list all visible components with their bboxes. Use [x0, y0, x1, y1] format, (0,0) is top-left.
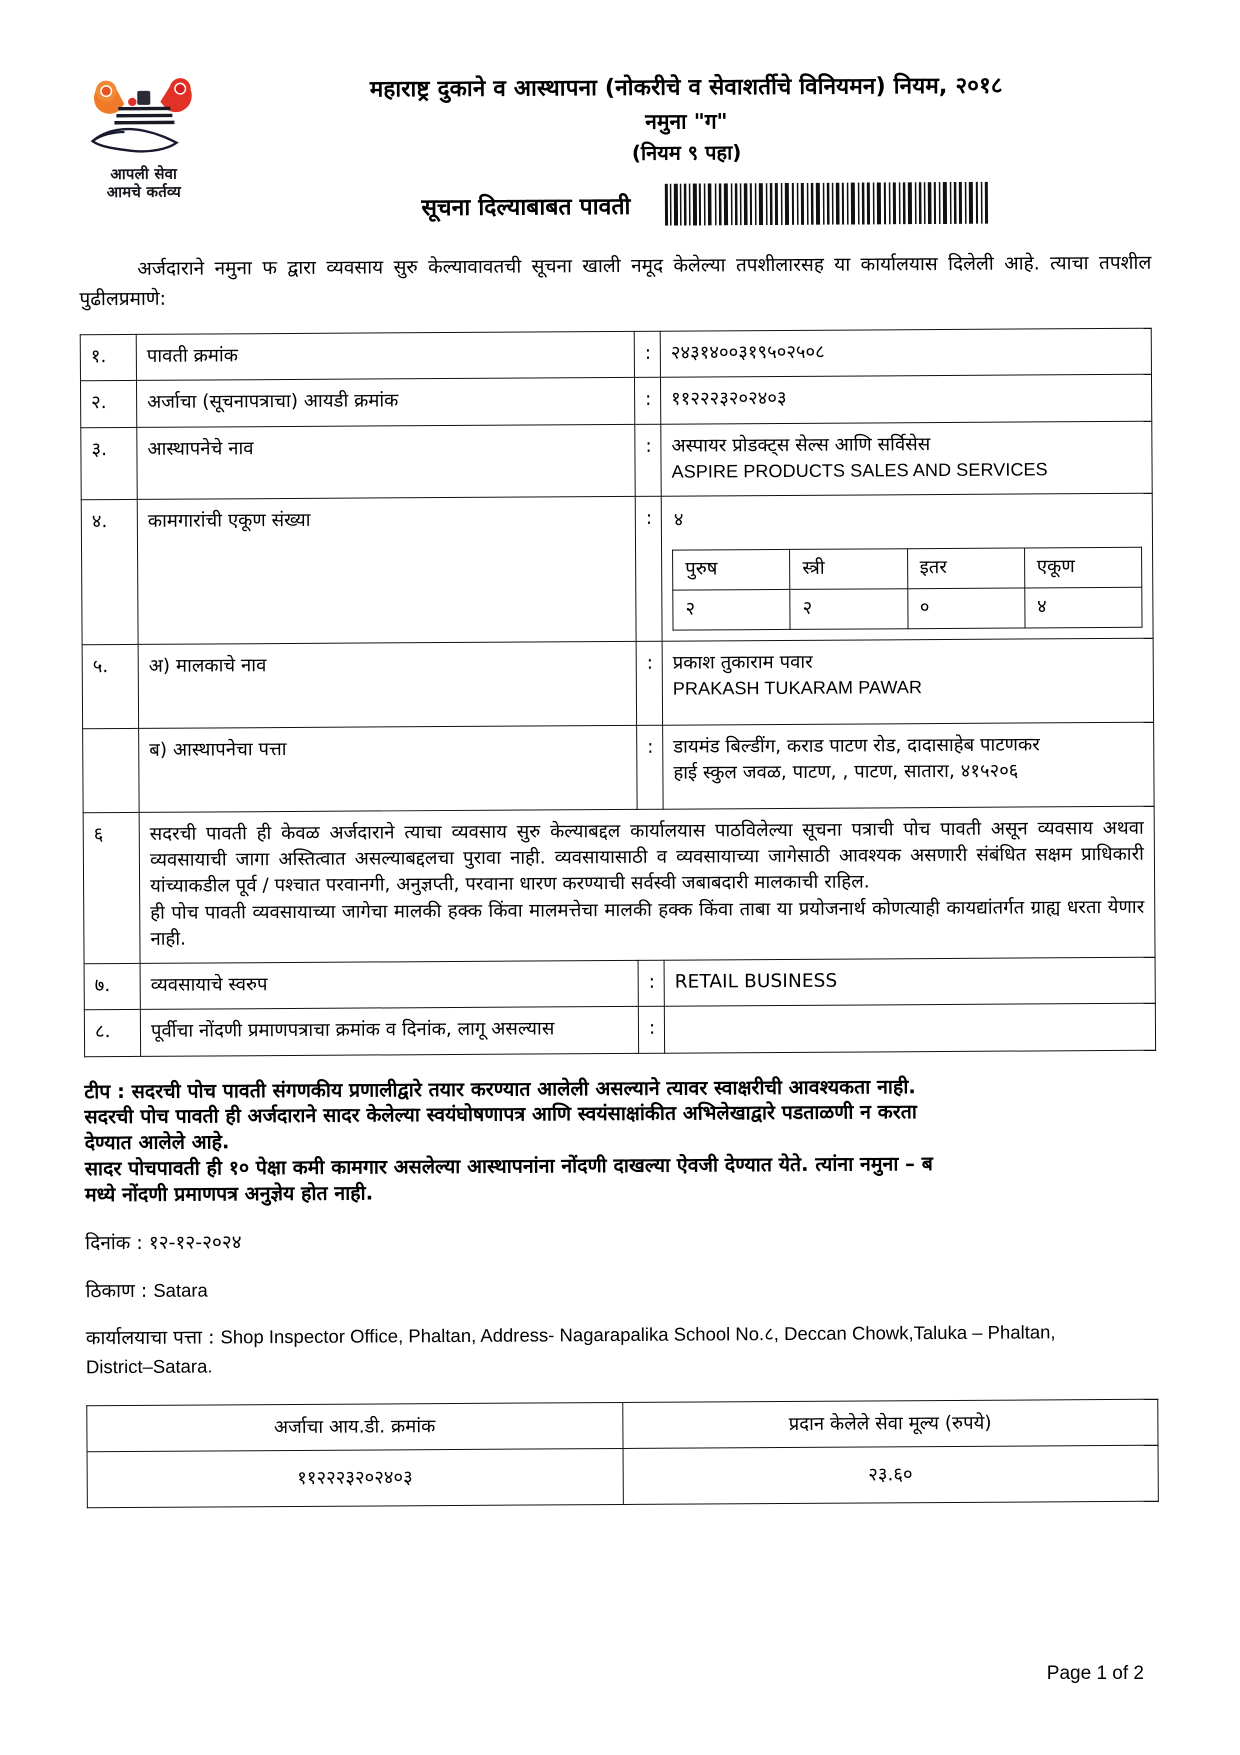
table-row [81, 375, 1152, 428]
address-line-1: डायमंड बिल्डींग, कराड पाटण रोड, दादासाहेब पाटणकर [673, 734, 1040, 758]
notes-block [84, 1072, 1157, 1207]
emblem-motto-line2: आमचे कर्तव्य [106, 182, 182, 202]
address-line-2: हाई स्कुल जवळ, पाटण, , पाटण, सातारा, ४१५२०६ [673, 760, 1019, 784]
disclaimer-cell [139, 806, 1155, 964]
emblem-block [78, 60, 209, 201]
owner-name-marathi: प्रकाश तुकाराम पवार [672, 651, 813, 674]
row-label: अर्जाचा (सूचनापत्राचा) आयडी क्रमांक [136, 378, 634, 427]
row-label: पूर्वीचा नोंदणी प्रमाणपत्राचा क्रमांक व दिनांक, लागू असल्यास [140, 1007, 638, 1056]
workers-header-total: एकूण [1024, 547, 1141, 588]
table-row [81, 421, 1152, 499]
workers-header-row [673, 547, 1142, 590]
title-block [222, 55, 1151, 229]
place-separator: : [140, 1279, 154, 1302]
fee-header-service-charge: प्रदान केलेले सेवा मूल्य (रुपये) [622, 1399, 1158, 1448]
rule-reference: (नियम ९ पहा) [631, 140, 742, 166]
row-serial: ८. [84, 1010, 140, 1057]
table-row [80, 328, 1151, 381]
date-label: दिनांक [85, 1232, 131, 1255]
row-label: पावती क्रमांक [136, 332, 634, 381]
office-address-value-line1: Shop Inspector Office, Phaltan, Address- Nagarapalika School No.८, Deccan Chowk,Taluka – Phaltan, [220, 1321, 1056, 1348]
establishment-name-marathi: अस्पायर प्रोडक्ट्स सेल्स आणि सर्विसेस [671, 433, 931, 457]
row-label: आस्थापनेचे नाव [137, 424, 635, 499]
application-id-value: ११२२२३२०२४०३ [660, 375, 1151, 424]
fee-header-row [87, 1399, 1158, 1452]
note-line-2: सदरची पोच पावती ही अर्जदाराने सादर केलेल्या स्वयंघोषणापत्र आणि स्वयंसाक्षांकीत अभिलेखाद्वारे पडताळणी न करता [84, 1100, 917, 1129]
workers-value-row [673, 587, 1142, 630]
previous-registration-value [664, 1004, 1155, 1053]
workers-header-other: इतर [907, 548, 1024, 589]
fee-table [86, 1398, 1159, 1508]
row-colon: : [636, 641, 663, 725]
owner-name-value [662, 638, 1154, 725]
table-row [84, 957, 1155, 1010]
note-line-4: सादर पोचपावती ही १० पेक्षा कमी कामगार असलेल्या आस्थापनांना नोंदणी दाखल्या ऐवजी देण्यात येते. त्यांना नमुना – ब [84, 1152, 933, 1181]
row-serial: २. [81, 381, 137, 428]
workers-value-female: २ [790, 589, 907, 630]
receipt-title-row [223, 181, 1151, 229]
note-line-5: मध्ये नोंदणी प्रमाणपत्र अनुज्ञेय होत नाही. [84, 1181, 374, 1206]
document-header [78, 49, 1151, 230]
workers-header-male: पुरुष [673, 549, 790, 590]
row-serial: ३. [81, 427, 137, 499]
emblem-motto-line1: आपली सेवा [110, 164, 178, 184]
date-separator: : [136, 1232, 149, 1255]
establishment-name-value [661, 421, 1152, 496]
act-title: महाराष्ट्र दुकाने व आस्थापना (नोकरीचे व सेवाशर्तीचे विनियमन) नियम, २०१८ [369, 72, 1003, 103]
barcode [662, 182, 992, 226]
row-colon: : [634, 378, 660, 424]
row-serial: ४. [81, 499, 138, 645]
receipt-number-value: २४३१४००३१९५०२५०८ [660, 328, 1151, 377]
business-nature-value: RETAIL BUSINESS [664, 957, 1155, 1006]
fee-value-row [87, 1445, 1158, 1508]
meta-block [85, 1223, 1158, 1381]
row-serial [83, 728, 140, 812]
workers-value-other: ० [907, 588, 1024, 629]
row-label: कामगारांची एकूण संख्या [137, 496, 636, 644]
office-address-line [86, 1318, 1158, 1381]
intro-paragraph: अर्जदाराने नमुना फ द्वारा व्यवसाय सुरु केल्यावावतची सूचना खाली नमूद केलेल्या तपशीलारसह या कार्यालयास दिलेली आहे. त्याचा तपशील पुढीलप्रमाणे: [79, 252, 1152, 311]
row-serial: १. [80, 335, 136, 382]
place-value: Satara [153, 1279, 208, 1301]
fee-value-service-charge: २३.६० [623, 1445, 1159, 1504]
row-label: ब) आस्थापनेचा पत्ता [139, 725, 638, 812]
table-row [83, 722, 1154, 813]
table-row [82, 638, 1153, 729]
office-address-value-line2: District–Satara. [85, 1355, 213, 1378]
emblem-motto [79, 164, 209, 201]
establishment-address-value [663, 722, 1155, 809]
establishment-name-english: ASPIRE PRODUCTS SALES AND SERVICES [671, 459, 1048, 482]
date-line [85, 1223, 1157, 1258]
place-line [85, 1271, 1157, 1306]
date-value: १२-१२-२०२४ [148, 1231, 242, 1255]
row-colon: : [637, 725, 664, 809]
table-row [81, 493, 1153, 645]
details-table [80, 328, 1156, 1057]
note-line-3: देण्यात आलेले आहे. [84, 1130, 230, 1155]
place-label: ठिकाण [85, 1279, 135, 1303]
row-colon: : [635, 496, 662, 642]
workers-total-value: ४ [673, 509, 684, 531]
row-colon: : [634, 331, 660, 377]
row-serial: ५. [82, 644, 139, 728]
fee-value-application-id: ११२२२३२०२४०३ [87, 1448, 623, 1507]
disclaimer-paragraph-2: ही पोच पावती व्यवसायाच्या जागेचा मालकी हक्क किंवा मालमत्तेचा मालकी हक्क किंवा ताबा या प्रयोजनार्थ कोणत्याही कायद्यांतर्गत ग्राह्य धरता येणार नाही. [150, 896, 1145, 950]
workers-value-total: ४ [1025, 587, 1142, 628]
scanned-sheet [78, 49, 1159, 1508]
row-colon: : [635, 424, 661, 496]
owner-name-english: PRAKASH TUKARAM PAWAR [672, 677, 923, 699]
disclaimer-paragraph-1: सदरची पावती ही केवळ अर्जदाराने त्याचा व्यवसाय सुरु केल्याबद्दल कार्यालयास पाठविलेल्या सूचना पत्राची पोच पावती असून व्यवसाय अथवा व्यवसायाची जागा अस्तित्वात असल्याबद्दलचा पुरावा नाही. व्यवसायासाठी व व्यवसायाच्या जागेसाठी आवश्यक असणारी संबंधित सक्षम प्राधिकारी यांच्याकडील पूर्व / पश्चात परवानगी, अनुज्ञप्ती, परवाना धारण करण्याची सर्वस्वी जबाबदारी मालकाची राहिल. [149, 817, 1144, 898]
page-indicator: Page 1 of 2 [1046, 1663, 1144, 1684]
form-label: नमुना "ग" [645, 109, 728, 134]
workers-count-cell [661, 493, 1153, 641]
row-colon: : [638, 960, 664, 1006]
government-service-emblem-icon [84, 71, 203, 164]
table-row [84, 1004, 1155, 1057]
workers-value-male: २ [673, 589, 790, 630]
workers-breakdown-table [672, 547, 1142, 631]
row-serial: ६ [83, 812, 140, 964]
row-label: व्यवसायाचे स्वरुप [140, 961, 638, 1010]
row-colon: : [638, 1007, 664, 1053]
table-row [83, 806, 1155, 964]
row-serial: ७. [84, 964, 140, 1011]
office-separator: : [207, 1326, 221, 1349]
row-label: अ) मालकाचे नाव [138, 641, 637, 728]
office-address-label: कार्यालयाचा पत्ता [85, 1326, 203, 1350]
workers-header-female: स्त्री [790, 549, 907, 590]
receipt-title: सूचना दिल्याबाबत पावती [421, 194, 631, 222]
fee-header-application-id: अर्जाचा आय.डी. क्रमांक [87, 1402, 623, 1451]
note-line-1: टीप : सदरची पोच पावती संगणकीय प्रणालीद्वारे तयार करण्यात आलेली असल्याने त्यावर स्वाक्षरीची आवश्यकता नाही. [84, 1074, 916, 1103]
